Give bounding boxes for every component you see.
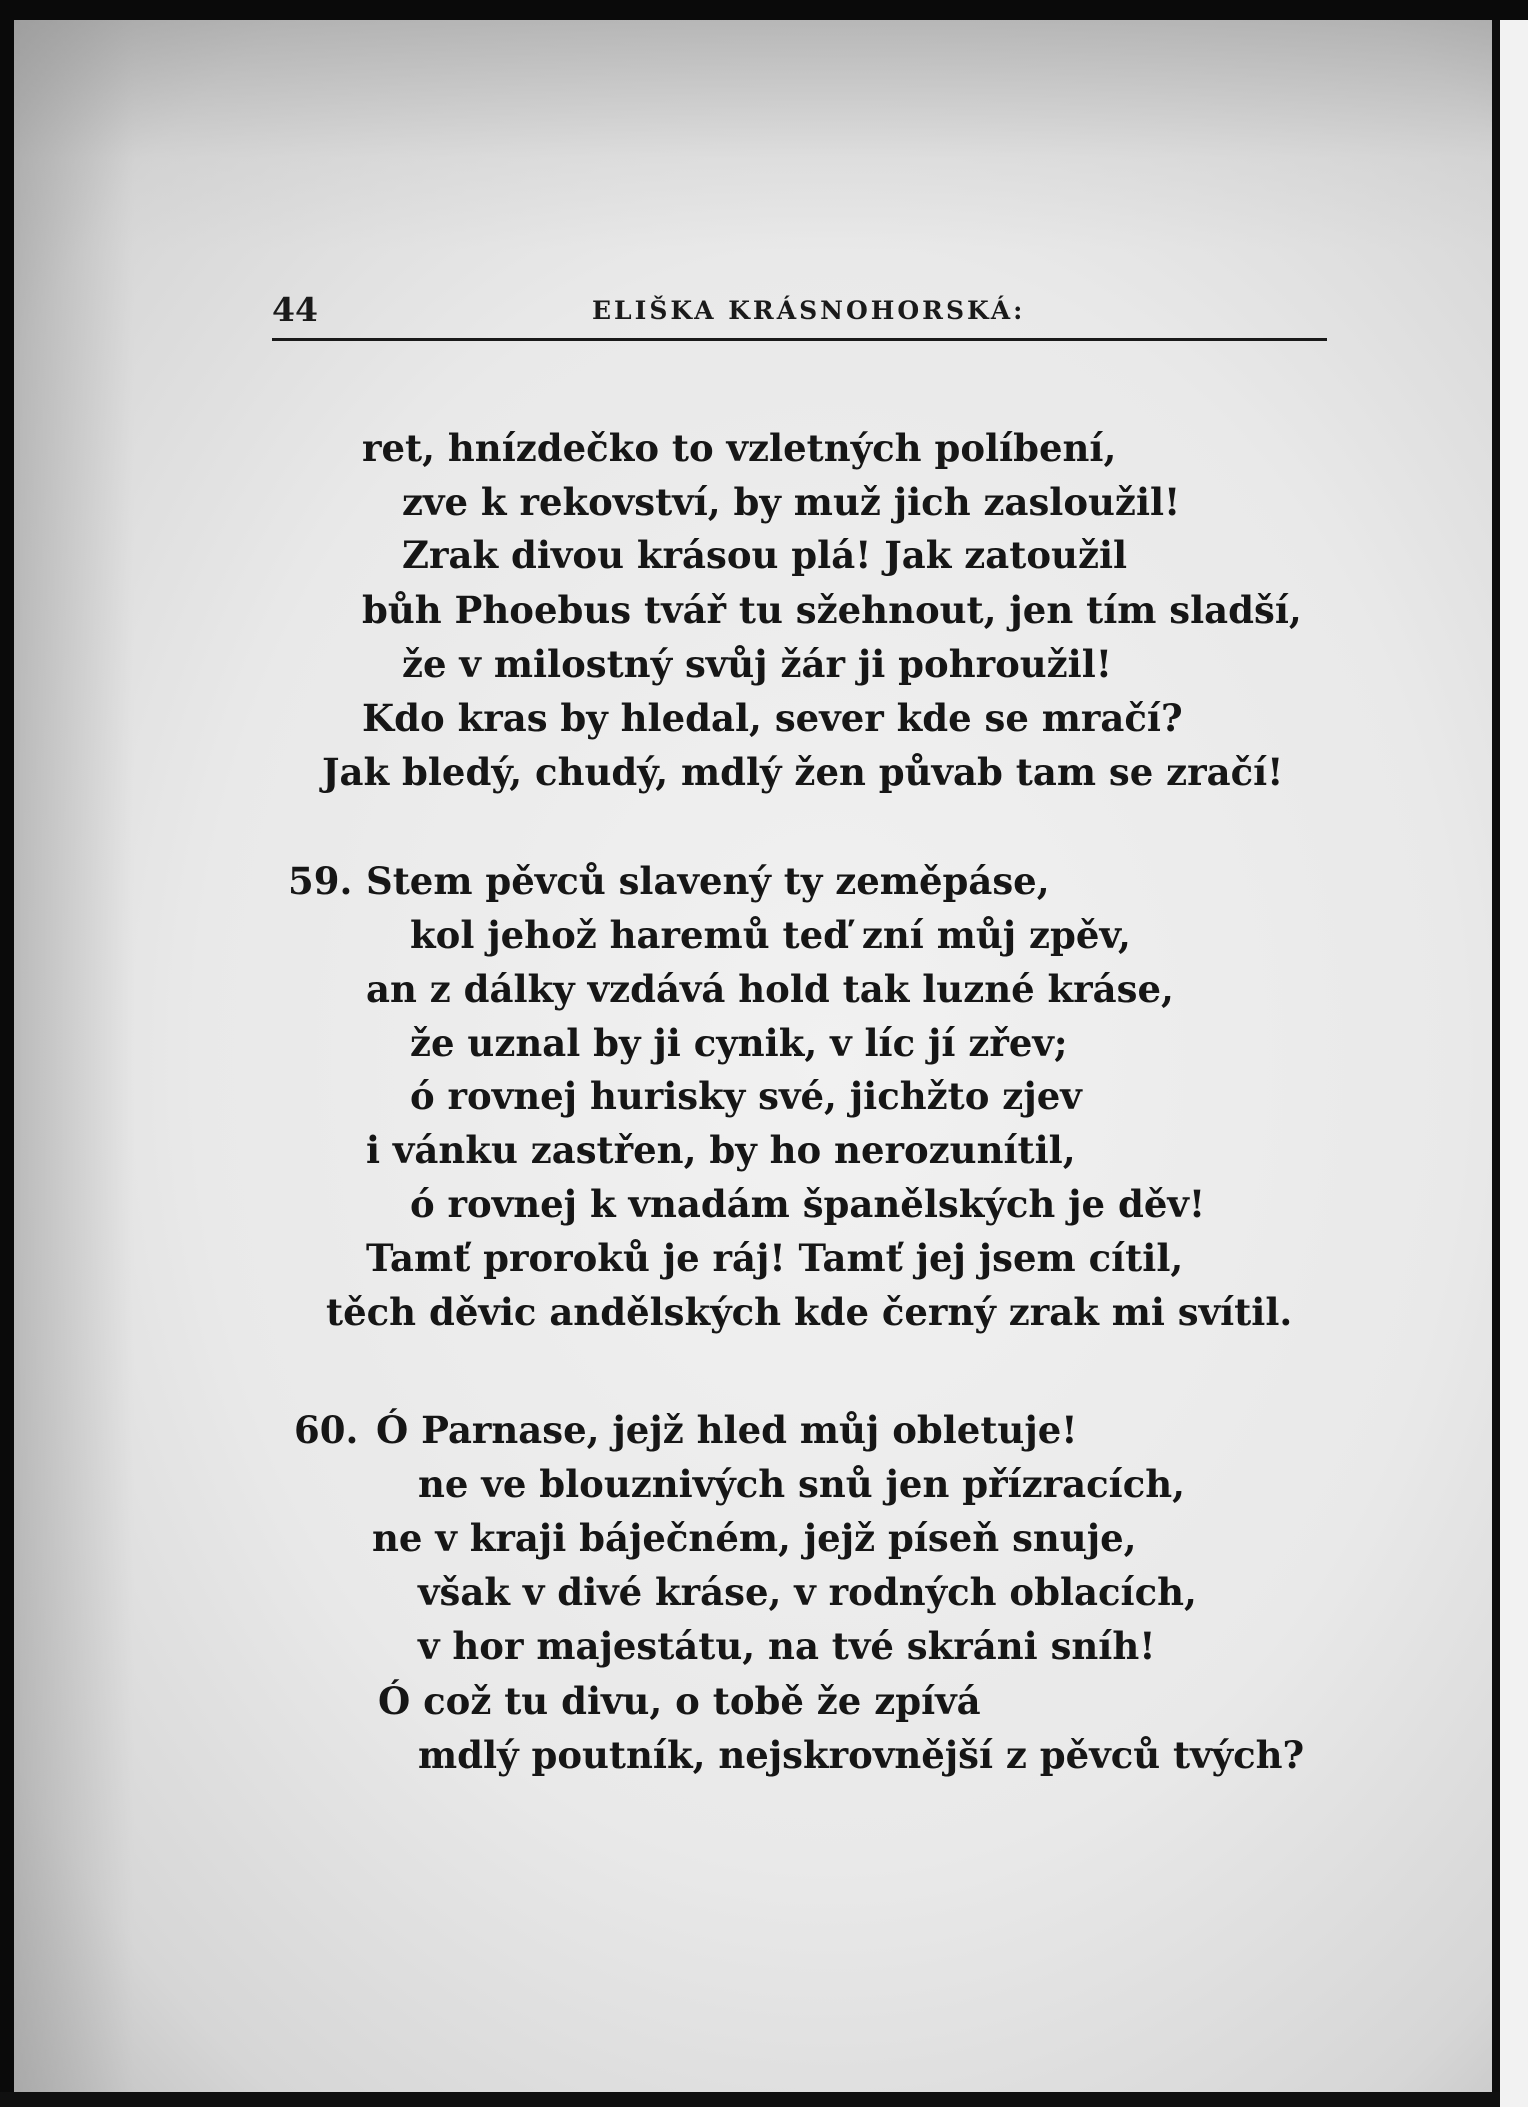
verse-line: že uznal by ji cynik, v líc jí zřev; — [410, 1021, 1068, 1065]
verse-line: těch děvic andělských kde černý zrak mi svítil. — [326, 1290, 1293, 1334]
verse-line: Ó což tu divu, o tobě že zpívá — [378, 1679, 981, 1723]
verse-line: že v milostný svůj žár ji pohroužil! — [402, 642, 1113, 686]
verse-line: však v divé kráse, v rodných oblacích, — [418, 1570, 1197, 1614]
verse-line: Zrak divou krásou plá! Jak zatoužil — [402, 533, 1128, 577]
verse-line: kol jehož haremů teď zní můj zpěv, — [410, 913, 1131, 957]
stanza-number: 59. — [288, 859, 353, 903]
verse-line: ne ve blouznivých snů jen přízracích, — [418, 1462, 1186, 1506]
verse-line: Stem pěvců slavený ty zeměpáse, — [366, 859, 1050, 903]
verse-line: Ó Parnase, jejž hled můj obletuje! — [376, 1408, 1078, 1452]
verse-line: v hor majestátu, na tvé skráni sníh! — [418, 1624, 1156, 1668]
verse-line: i vánku zastřen, by ho nerozunítil, — [366, 1128, 1076, 1172]
verse-line: an z dálky vzdává hold tak luzné kráse, — [366, 967, 1174, 1011]
verse-line: ó rovnej hurisky své, jichžto zjev — [410, 1074, 1082, 1118]
verse-line: bůh Phoebus tvář tu sžehnout, jen tím sladší, — [362, 588, 1302, 632]
stanza-number: 60. — [294, 1408, 359, 1452]
page-number: 44 — [272, 290, 318, 329]
verse-line: Tamť proroků je ráj! Tamť jej jsem cítil, — [366, 1236, 1184, 1280]
verse-line: zve k rekovství, by muž jich zasloužil! — [402, 480, 1181, 524]
running-head: ELIŠKA KRÁSNOHORSKÁ: — [592, 296, 1026, 325]
verse-line: Kdo kras by hledal, sever kde se mračí? — [362, 696, 1183, 740]
verse-line: mdlý poutník, nejskrovnější z pěvců tvých? — [418, 1733, 1305, 1777]
verse-line: Jak bledý, chudý, mdlý žen půvab tam se zračí! — [322, 750, 1284, 794]
verse-line: ne v kraji báječném, jejž píseň snuje, — [372, 1516, 1137, 1560]
verse-line: ret, hnízdečko to vzletných políbení, — [362, 426, 1117, 470]
verse-line: ó rovnej k vnadám španělských je děv! — [410, 1182, 1206, 1226]
